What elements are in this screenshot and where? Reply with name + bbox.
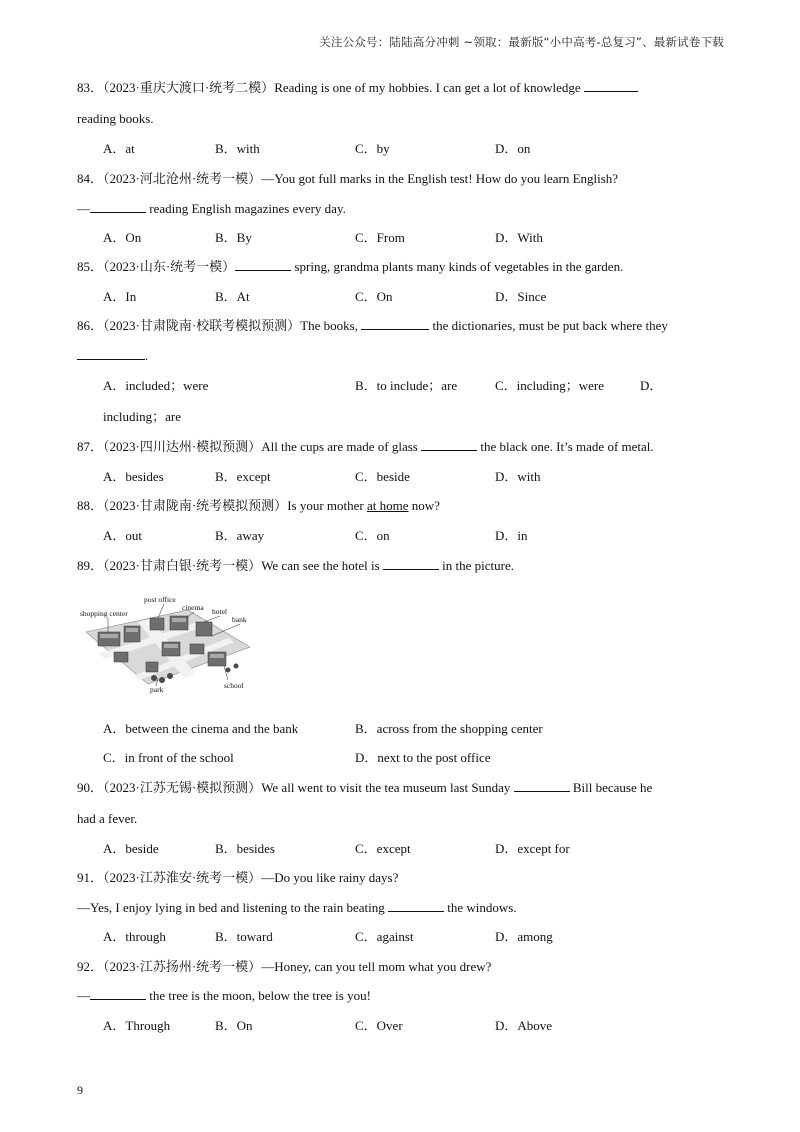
question-number: 85． xyxy=(77,259,104,274)
option-c: C．On xyxy=(355,289,393,304)
question-text: now? xyxy=(411,498,440,513)
option-a: A．through xyxy=(103,929,166,944)
question-source: （2023·江苏无锡·模拟预测） xyxy=(103,780,262,795)
option-c: C．From xyxy=(355,230,405,245)
option-a: A．out xyxy=(103,528,143,543)
question-90-stem-cont: had a fever. xyxy=(77,811,138,826)
page-header: 关注公众号：陆陆高分冲刺 ~领取：最新版“小中高考-总复习”、最新试卷下载 xyxy=(319,35,724,49)
figure-label-post-office: post office xyxy=(144,595,176,604)
option-c: C．on xyxy=(355,528,390,543)
option-b: B．besides xyxy=(215,841,275,856)
question-91-stem-cont xyxy=(77,899,517,917)
figure-label-cinema: cinema xyxy=(182,603,204,612)
option-d: D．with xyxy=(495,469,541,484)
page-number: 9 xyxy=(77,1083,83,1097)
option-a: A．Through xyxy=(103,1018,171,1033)
question-86-stem-cont xyxy=(77,347,148,365)
option-a: A．between the cinema and the bank xyxy=(103,721,299,736)
option-b: B．with xyxy=(215,141,260,156)
period: . xyxy=(145,348,149,363)
question-text: The books, xyxy=(300,318,358,333)
option-b: B．At xyxy=(215,289,250,304)
option-d-text: including；are xyxy=(103,409,181,424)
question-text: reading English magazines every day. xyxy=(149,201,346,216)
question-83-stem-cont: reading books. xyxy=(77,111,154,126)
town-map-figure xyxy=(78,592,254,700)
option-a: A．On xyxy=(103,230,142,245)
question-text: —Yes, I enjoy lying in bed and listening to the rain beating xyxy=(77,900,385,915)
option-a: A．In xyxy=(103,289,137,304)
question-text: the windows. xyxy=(447,900,517,915)
answer-blank xyxy=(388,899,444,912)
question-source: （2023·甘肃白银·统考一模） xyxy=(103,558,262,573)
question-text: —Do you like rainy days? xyxy=(261,870,399,885)
option-a: A．at xyxy=(103,141,135,156)
question-number: 86． xyxy=(77,318,104,333)
question-source: （2023·河北沧州·统考一模） xyxy=(103,171,262,186)
option-b: B．away xyxy=(215,528,265,543)
question-number: 90． xyxy=(77,780,104,795)
option-d: D．next to the post office xyxy=(355,750,491,765)
option-c: C．against xyxy=(355,929,414,944)
option-d: D．among xyxy=(495,929,553,944)
question-source: （2023·重庆大渡口·统考二模） xyxy=(103,80,275,95)
question-text: in the picture. xyxy=(442,558,514,573)
option-b: B．By xyxy=(215,230,252,245)
question-84-stem-cont xyxy=(77,200,346,218)
answer-blank xyxy=(514,779,570,792)
figure-label-hotel: hotel xyxy=(212,607,227,616)
question-text: Reading is one of my hobbies. I can get a lot of knowledge xyxy=(274,80,581,95)
option-d-label: D． xyxy=(640,378,663,393)
question-text: the dictionaries, must be put back where they xyxy=(432,318,668,333)
option-d: D．Above xyxy=(495,1018,553,1033)
question-source: （2023·江苏淮安·统考一模） xyxy=(103,870,262,885)
figure-label-park: park xyxy=(150,685,164,694)
option-b: B．On xyxy=(215,1018,253,1033)
question-source: （2023·江苏扬州·统考一模） xyxy=(103,959,262,974)
option-a: A．besides xyxy=(103,469,164,484)
question-number: 89． xyxy=(77,558,104,573)
question-text: spring, grandma plants many kinds of vegetables in the garden. xyxy=(294,259,624,274)
question-85-stem xyxy=(77,258,623,276)
option-b: B．across from the shopping center xyxy=(355,721,543,736)
question-text: We all went to visit the tea museum last Sunday xyxy=(261,780,511,795)
question-number: 88． xyxy=(77,498,104,513)
option-c: C．Over xyxy=(355,1018,403,1033)
option-a: A．beside xyxy=(103,841,159,856)
dash: — xyxy=(77,201,90,216)
option-c: C．in front of the school xyxy=(103,750,234,765)
option-b: B．to include；are xyxy=(355,378,458,393)
answer-blank xyxy=(584,79,638,92)
option-d: D．in xyxy=(495,528,528,543)
option-a: A．included；were xyxy=(103,378,209,393)
question-84-stem xyxy=(77,170,618,188)
option-d: D．With xyxy=(495,230,543,245)
option-c: C．except xyxy=(355,841,411,856)
question-text: Is your mother xyxy=(287,498,364,513)
question-number: 84． xyxy=(77,171,104,186)
question-number: 87． xyxy=(77,439,104,454)
option-c: C．by xyxy=(355,141,390,156)
answer-blank xyxy=(421,438,477,451)
answer-blank xyxy=(383,557,439,570)
option-c: C．beside xyxy=(355,469,410,484)
option-d: D．on xyxy=(495,141,531,156)
question-text: All the cups are made of glass xyxy=(261,439,418,454)
question-source: （2023·山东·统考一模） xyxy=(103,259,236,274)
option-d: D．except for xyxy=(495,841,570,856)
option-b: B．except xyxy=(215,469,271,484)
question-86-stem xyxy=(77,317,668,335)
option-d: D．Since xyxy=(495,289,547,304)
question-text: —Honey, can you tell mom what you drew? xyxy=(261,959,492,974)
question-source: （2023·四川达州·模拟预测） xyxy=(103,439,262,454)
answer-blank xyxy=(90,200,146,213)
question-text: the tree is the moon, below the tree is you! xyxy=(149,988,371,1003)
figure-label-shopping-center: shopping center xyxy=(80,609,128,618)
question-92-stem-cont xyxy=(77,987,371,1005)
question-number: 91． xyxy=(77,870,104,885)
option-b: B．toward xyxy=(215,929,273,944)
answer-blank xyxy=(77,347,145,360)
answer-blank xyxy=(361,317,429,330)
question-88-stem xyxy=(77,497,440,515)
question-90-stem xyxy=(77,779,652,797)
question-text: the black one. It’s made of metal. xyxy=(480,439,654,454)
question-source: （2023·甘肃陇南·统考模拟预测） xyxy=(103,498,288,513)
question-text: We can see the hotel is xyxy=(261,558,380,573)
question-91-stem xyxy=(77,869,398,887)
question-source: （2023·甘肃陇南·校联考模拟预测） xyxy=(103,318,301,333)
dash: — xyxy=(77,988,90,1003)
question-text: —You got full marks in the English test! How do you learn English? xyxy=(261,171,619,186)
question-83-stem xyxy=(77,79,638,97)
answer-blank xyxy=(235,258,291,271)
option-c: C．including；were xyxy=(495,378,605,393)
answer-blank xyxy=(90,987,146,1000)
figure-label-bank: bank xyxy=(232,615,247,624)
question-number: 83． xyxy=(77,80,104,95)
figure-label-school: school xyxy=(224,681,244,690)
question-text: Bill because he xyxy=(572,780,653,795)
question-number: 92． xyxy=(77,959,104,974)
question-87-stem xyxy=(77,438,654,456)
question-89-stem xyxy=(77,557,514,575)
underlined-phrase: at home xyxy=(366,498,409,513)
question-92-stem xyxy=(77,958,491,976)
